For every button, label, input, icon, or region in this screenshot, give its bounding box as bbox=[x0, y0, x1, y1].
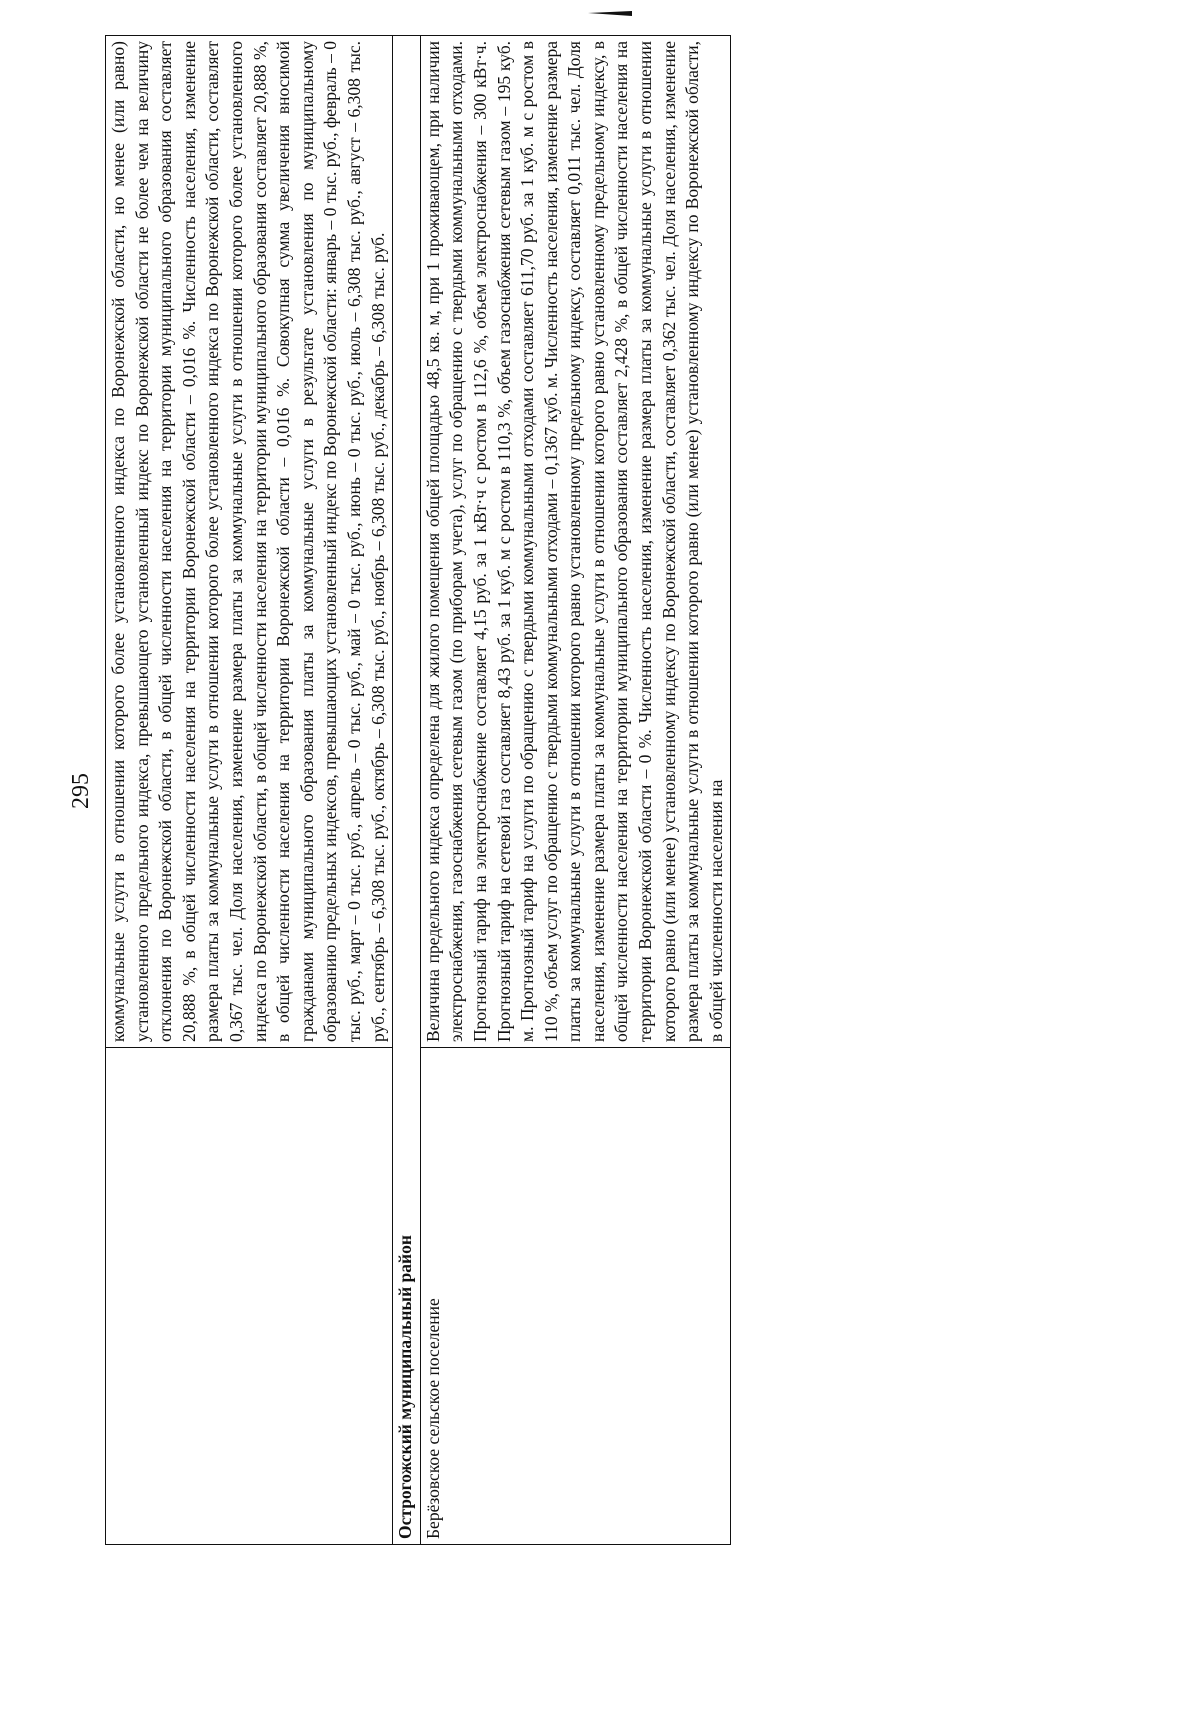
district-title: Острогожский муниципальный район bbox=[393, 36, 421, 1545]
page-number: 295 bbox=[68, 773, 94, 809]
page-mark-icon bbox=[588, 10, 632, 18]
description-cell: Величина предельного индекса определена для жилого помещения общей площадью 48,5 кв. м, при 1 проживающем, при наличии электроснабжения, газоснабжения сетевым газом (по приборам учета), услуг по обращению с твердыми коммунальными отходами. Прогнозный тариф на электроснабжение составляет 4,15 руб. за 1 кВт·ч с ростом в 112,6 %, объем электроснабжения – 300 кВт·ч. Прогнозный тариф на сетевой газ составляет 8,43 руб. за 1 куб. м с ростом в 110,3 %, объем газоснабжения сетевым газом – 195 куб. м. Прогнозный тариф на услуги по обращению с твердыми коммунальными отходами составляет 611,70 руб. за 1 куб. м с ростом в 110 %, объем услуг по обращению с твердыми коммунальными отходами – 0,1367 куб. м. Численность населения, изменение размера платы за коммунальные услуги в отношении которого равно установленному предельному индексу, составляет 0,011 тыс. чел. Доля населения, изменение размера платы за коммунальные услуги в отношении которого равно установленному предельному индексу, в общей численности населения на территории муниципального образования составляет 2,428 %, в общей численности населения на территории Воронежской области – 0 %. Численность населения, изменение размера платы за коммунальные услуги в отношении которого равно (или менее) установленному индексу по Воронежской области, составляет 0,362 тыс. чел. Доля населения, изменение размера платы за коммунальные услуги в отношении которого равно (или менее) установленному индексу по Воронежской области, в общей численности населения на bbox=[420, 36, 731, 1048]
table-row bbox=[106, 36, 393, 1545]
rotated-table-wrapper bbox=[105, 35, 1115, 1545]
description-cell: коммунальные услуги в отношении которого более установленного индекса по Воронежской области, но менее (или равно) установленного предельного индекса, превышающего установленный индекс по Воронежской области не более чем на величину отклонения по Воронежской области, в общей численности населения на территории муниципального образования составляет 20,888 %, в общей численности населения на территории Воронежской области – 0,016 %. Численность населения, изменение размера платы за коммунальные услуги в отношении которого более установленного индекса по Воронежской области, составляет 0,367 тыс. чел. Доля населения, изменение размера платы за коммунальные услуги в отношении которого более установленного индекса по Воронежской области, в общей численности населения на территории муниципального образования составляет 20,888 %, в общей численности населения на территории Воронежской области – 0,016 %. Совокупная сумма увеличения вносимой гражданами муниципального образования платы за коммунальные услуги в результате установления по муниципальному образованию предельных индексов, превышающих установленный индекс по Воронежской области: январь – 0 тыс. руб., февраль – 0 тыс. руб., март – 0 тыс. руб., апрель – 0 тыс. руб., май – 0 тыс. руб., июнь – 0 тыс. руб., июль – 6,308 тыс. руб., август – 6,308 тыс. руб., сентябрь – 6,308 тыс. руб., октябрь – 6,308 тыс. руб., ноябрь – 6,308 тыс. руб., декабрь – 6,308 тыс. руб. bbox=[106, 36, 393, 1048]
tariff-table bbox=[105, 35, 731, 1545]
table-row bbox=[420, 36, 731, 1545]
municipality-name-cell: Берёзовское сельское поселение bbox=[420, 1048, 731, 1545]
municipality-name-cell bbox=[106, 1048, 393, 1545]
section-header-row bbox=[393, 36, 421, 1545]
